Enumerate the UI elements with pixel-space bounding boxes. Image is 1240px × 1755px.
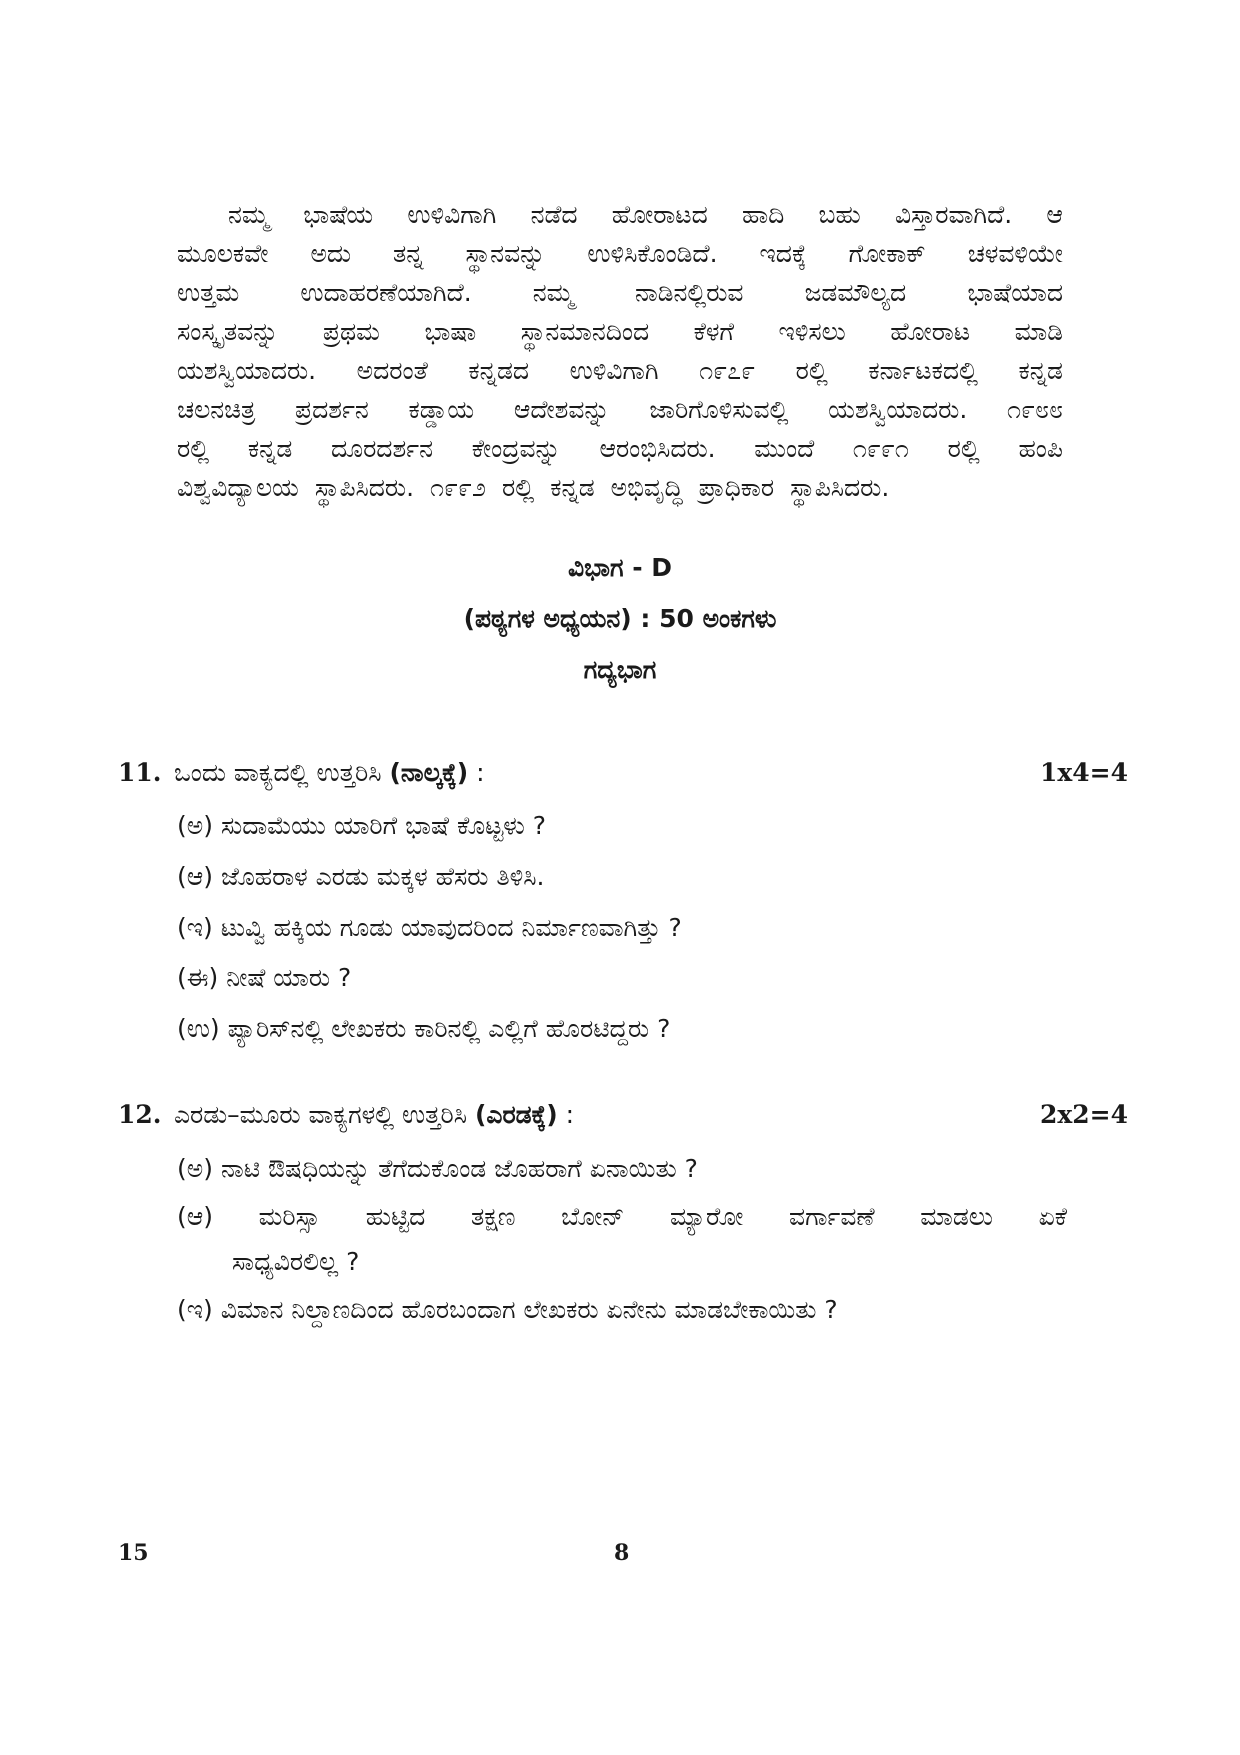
passage-word: ಚಳವಳಿಯೇ [967,239,1063,268]
passage-word: ನಾಡಿನಲ್ಲಿರುವ [634,278,744,307]
passage-line [177,468,1063,507]
passage-word: ವಿಸ್ತಾರವಾಗಿದೆ. [894,200,1013,229]
passage-line [177,351,1063,390]
passage-word: ದೂರದರ್ಶನ [330,434,433,463]
passage-line [177,234,1063,273]
passage-word: ಆದೇಶವನ್ನು [513,395,610,424]
q12-option-b-line1 [177,1194,1067,1239]
passage-word: ನಮ್ಮ [228,200,270,229]
passage-word: ಉಳಿವಿಗಾಗಿ [569,356,659,385]
q12-option-a: (ಅ) ನಾಟಿ ಔಷಧಿಯನ್ನು ತೆಗೆದುಕೊಂಡ ಜೊಹರಾಗೆ ಏನಾಯಿತು ? [177,1154,698,1183]
passage-word: ಕನ್ನಡ [550,473,595,502]
question-text: ಒಂದು ವಾಕ್ಯದಲ್ಲಿ ಉತ್ತರಿಸಿ (ನಾಲ್ಕಕ್ಕೆ) : [174,758,485,787]
passage-word: ೧೯೯೨ [430,473,487,502]
question-note: (ನಾಲ್ಕಕ್ಕೆ) [389,758,469,787]
passage-word: ಪ್ರಾಧಿಕಾರ [698,473,775,502]
passage-word: ಮುಂದೆ [754,434,815,463]
passage-word: ಬಹು [818,200,861,229]
passage-word: ಉಳಿವಿಗಾಗಿ [407,200,497,229]
q12-option-b-line2: ಸಾಧ್ಯವಿರಲಿಲ್ಲ ? [232,1247,360,1276]
question-note: (ಎರಡಕ್ಕೆ) [474,1100,558,1129]
section-subtitle: (ಪಠ್ಯಗಳ ಅಧ್ಯಯನ) : 50 ಅಂಕಗಳು [463,604,777,633]
passage-word: ಅದರಂತೆ [356,356,428,385]
option-word: ಹುಟ್ಟಿದ [365,1202,426,1231]
passage-line [177,273,1063,312]
question-text: ಎರಡು–ಮೂರು ವಾಕ್ಯಗಳಲ್ಲಿ ಉತ್ತರಿಸಿ (ಎರಡಕ್ಕೆ) : [174,1100,575,1129]
q12-option-b [177,1194,1067,1284]
passage-word: ಚಲನಚಿತ್ರ [177,395,256,424]
q11-option-d: (ಈ) ನೀಷೆ ಯಾರು ? [177,963,352,992]
question-11 [118,758,1128,788]
q11-option-a: (ಅ) ಸುದಾಮೆಯು ಯಾರಿಗೆ ಭಾಷೆ ಕೊಟ್ಟಳು ? [177,811,547,840]
passage-word: ನಮ್ಮ [532,278,574,307]
passage-word: ಜಾರಿಗೊಳಿಸುವಲ್ಲಿ [649,395,789,424]
passage-word: ಸ್ಥಾನಮಾನದಿಂದ [520,317,650,346]
footer-page-number: 8 [614,1540,630,1566]
section-title: ವಿಭಾಗ - D [567,553,673,582]
passage-word: ಕನ್ನಡದ [468,356,530,385]
q12-option-c: (ಇ) ವಿಮಾನ ನಿಲ್ದಾಣದಿಂದ ಹೊರಬಂದಾಗ ಲೇಖಕರು ಏನೇನು ಮಾಡಬೇಕಾಯಿತು ? [177,1295,838,1324]
passage-word: ವಿಶ್ವವಿದ್ಯಾಲಯ [177,473,299,502]
passage-word: ರಲ್ಲಿ [502,473,535,502]
passage-word: ೧೯೭೯ [699,356,756,385]
option-word: ಏಕೆ [1038,1202,1067,1231]
passage-word: ರಲ್ಲಿ [947,434,980,463]
passage-word: ಕೇಂದ್ರವನ್ನು [471,434,561,463]
passage-word: ಉದಾಹರಣೆಯಾಗಿದೆ. [300,278,472,307]
option-word: ಬೋನ್ [561,1202,625,1231]
passage-word: ಇದಕ್ಕೆ [759,239,807,268]
passage-word: ೧೯೮೮ [1006,395,1063,424]
passage-word: ಅಭಿವೃದ್ಧಿ [610,473,683,502]
passage-word: ಪ್ರಥಮ [322,317,380,346]
section-part: ಗದ್ಯಭಾಗ [583,655,657,684]
question-number: 11. [118,758,162,787]
passage-word: ಕರ್ನಾಟಕದಲ್ಲಿ [868,356,978,385]
passage-word: ರಲ್ಲಿ [795,356,828,385]
passage-word: ಪ್ರದರ್ಶನ [294,395,369,424]
option-word: ಮಾಡಲು [920,1202,993,1231]
question-marks: 2x2=4 [1039,1100,1128,1129]
passage-word: ಮೂಲಕವೇ [177,239,269,268]
passage-word: ಭಾಷೆಯ [303,200,374,229]
passage-word: ಹಾದಿ [742,200,785,229]
passage-word: ಯಶಸ್ವಿಯಾದರು. [828,395,968,424]
passage-paragraph [177,195,1063,507]
passage-word: ಹಂಪಿ [1018,434,1063,463]
passage-word: ಉತ್ತಮ [177,278,240,307]
passage-word: ಸ್ಥಾಪಿಸಿದರು. [790,473,890,502]
passage-word: ಯಶಸ್ವಿಯಾದರು. [177,356,317,385]
option-word: ಮರಿಸ್ಸಾ [258,1202,321,1231]
passage-word: ಅದು [310,239,352,268]
passage-word: ಆರಂಭಿಸಿದರು. [599,434,716,463]
passage-word: ಕನ್ನಡ [247,434,293,463]
passage-word: ಗೋಕಾಕ್ [848,239,926,268]
passage-word: ಇಳಿಸಲು [778,317,846,346]
option-label: (ಆ) [177,1202,214,1231]
q11-option-e: (ಉ) ಪ್ಯಾರಿಸ್‌ನಲ್ಲಿ ಲೇಖಕರು ಕಾರಿನಲ್ಲಿ ಎಲ್ಲಿಗೆ ಹೊರಟಿದ್ದರು ? [177,1014,671,1043]
q11-option-b: (ಆ) ಜೊಹರಾಳ ಎರಡು ಮಕ್ಕಳ ಹೆಸರು ತಿಳಿಸಿ. [177,862,545,891]
passage-word: ಸಂಸ್ಕೃತವನ್ನು [177,317,279,346]
passage-line [177,195,1063,234]
passage-word: ಉಳಿಸಿಕೊಂಡಿದೆ. [587,239,718,268]
passage-line [177,429,1063,468]
option-word: ತಕ್ಷಣ [470,1202,516,1231]
passage-word: ಮಾಡಿ [1014,317,1063,346]
passage-word: ಹೋರಾಟದ [611,200,708,229]
passage-word: ೧೯೯೧ [852,434,909,463]
q11-option-c: (ಇ) ಟುವ್ವಿ ಹಕ್ಕಿಯ ಗೂಡು ಯಾವುದರಿಂದ ನಿರ್ಮಾಣವಾಗಿತ್ತು ? [177,913,682,942]
passage-word: ಕೆಳಗೆ [693,317,734,346]
passage-word: ಭಾಷೆಯಾದ [967,278,1063,307]
passage-line [177,312,1063,351]
option-word: ಮ್ಯಾರೋ [669,1202,744,1231]
question-number: 12. [118,1100,162,1129]
passage-word: ಹೋರಾಟ [890,317,971,346]
passage-line [177,390,1063,429]
question-12 [118,1100,1128,1130]
passage-word: ಕಡ್ಡಾಯ [408,395,475,424]
option-word: ವರ್ಗಾವಣೆ [789,1202,875,1231]
passage-word: ನಡೆದ [530,200,578,229]
passage-word: ಸ್ಥಾಪಿಸಿದರು. [314,473,415,502]
passage-word: ರಲ್ಲಿ [177,434,210,463]
passage-word: ಜಡಮೌಲ್ಯದ [804,278,907,307]
passage-word: ಭಾಷಾ [424,317,477,346]
footer-code: 15 [118,1540,149,1566]
passage-word: ತನ್ನ [393,239,424,268]
passage-word: ಆ [1046,200,1063,229]
question-marks: 1x4=4 [1039,758,1128,787]
passage-word: ಕನ್ನಡ [1018,356,1063,385]
passage-word: ಸ್ಥಾನವನ್ನು [465,239,546,268]
